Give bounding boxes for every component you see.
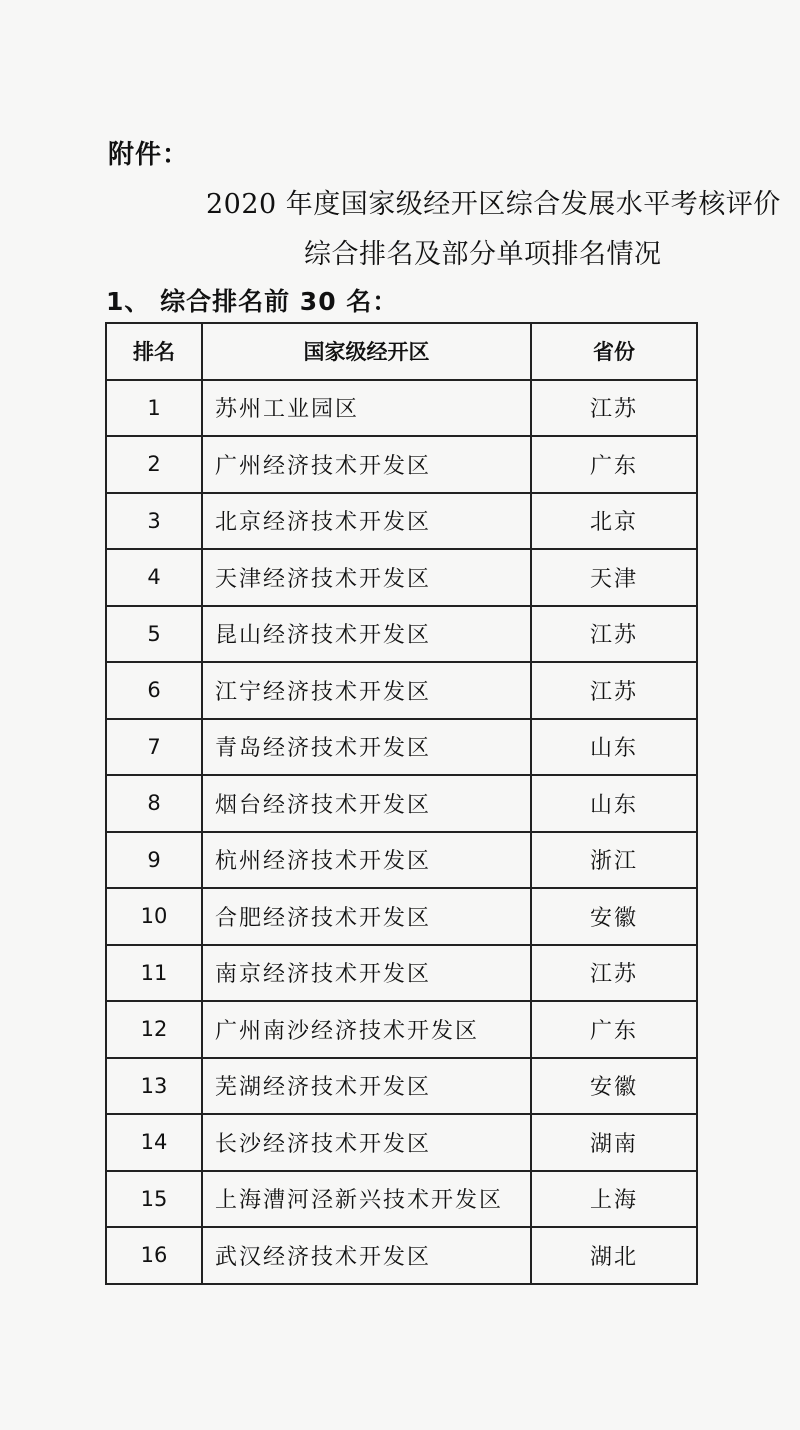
header-zone: 国家级经开区	[202, 323, 531, 380]
zone-cell: 广州南沙经济技术开发区	[202, 1001, 531, 1058]
zone-cell: 南京经济技术开发区	[202, 945, 531, 1002]
table-row	[106, 662, 697, 719]
province-cell: 江苏	[531, 380, 697, 437]
province-cell: 湖南	[531, 1114, 697, 1171]
table-row	[106, 888, 697, 945]
table-row	[106, 606, 697, 663]
rank-cell: 12	[106, 1001, 202, 1058]
section-heading: 1、 综合排名前 30 名：	[106, 287, 399, 316]
zone-cell: 上海漕河泾新兴技术开发区	[202, 1171, 531, 1228]
province-cell: 江苏	[531, 662, 697, 719]
zone-cell: 江宁经济技术开发区	[202, 662, 531, 719]
province-cell: 山东	[531, 719, 697, 776]
attachment-label: 附件：	[108, 140, 190, 170]
zone-cell: 杭州经济技术开发区	[202, 832, 531, 889]
zone-cell: 天津经济技术开发区	[202, 549, 531, 606]
province-cell: 广东	[531, 1001, 697, 1058]
ranking-table	[105, 322, 698, 1285]
table-header-row	[106, 323, 697, 380]
rank-cell: 5	[106, 606, 202, 663]
province-cell: 湖北	[531, 1227, 697, 1284]
province-cell: 江苏	[531, 945, 697, 1002]
table-row	[106, 1058, 697, 1115]
zone-cell: 长沙经济技术开发区	[202, 1114, 531, 1171]
province-cell: 江苏	[531, 606, 697, 663]
rank-cell: 8	[106, 775, 202, 832]
table-row	[106, 436, 697, 493]
zone-cell: 苏州工业园区	[202, 380, 531, 437]
province-cell: 天津	[531, 549, 697, 606]
table-row	[106, 380, 697, 437]
rank-cell: 4	[106, 549, 202, 606]
zone-cell: 合肥经济技术开发区	[202, 888, 531, 945]
rank-cell: 11	[106, 945, 202, 1002]
rank-cell: 10	[106, 888, 202, 945]
province-cell: 广东	[531, 436, 697, 493]
table-row	[106, 493, 697, 550]
zone-cell: 昆山经济技术开发区	[202, 606, 531, 663]
header-province: 省份	[531, 323, 697, 380]
table-row	[106, 1171, 697, 1228]
rank-cell: 7	[106, 719, 202, 776]
rank-cell: 13	[106, 1058, 202, 1115]
table-row	[106, 1001, 697, 1058]
zone-cell: 青岛经济技术开发区	[202, 719, 531, 776]
rank-cell: 14	[106, 1114, 202, 1171]
header-rank: 排名	[106, 323, 202, 380]
table-row	[106, 1227, 697, 1284]
rank-cell: 15	[106, 1171, 202, 1228]
table-row	[106, 719, 697, 776]
table-row	[106, 945, 697, 1002]
rank-cell: 6	[106, 662, 202, 719]
rank-cell: 1	[106, 380, 202, 437]
zone-cell: 烟台经济技术开发区	[202, 775, 531, 832]
document-title-line-2: 综合排名及部分单项排名情况	[304, 239, 662, 270]
province-cell: 上海	[531, 1171, 697, 1228]
rank-cell: 9	[106, 832, 202, 889]
province-cell: 山东	[531, 775, 697, 832]
zone-cell: 广州经济技术开发区	[202, 436, 531, 493]
rank-cell: 3	[106, 493, 202, 550]
province-cell: 北京	[531, 493, 697, 550]
zone-cell: 武汉经济技术开发区	[202, 1227, 531, 1284]
zone-cell: 芜湖经济技术开发区	[202, 1058, 531, 1115]
document-title-line-1: 2020 年度国家级经开区综合发展水平考核评价	[206, 189, 781, 220]
table-row	[106, 775, 697, 832]
province-cell: 安徽	[531, 888, 697, 945]
province-cell: 浙江	[531, 832, 697, 889]
province-cell: 安徽	[531, 1058, 697, 1115]
table-row	[106, 549, 697, 606]
rank-cell: 16	[106, 1227, 202, 1284]
table-row	[106, 832, 697, 889]
zone-cell: 北京经济技术开发区	[202, 493, 531, 550]
rank-cell: 2	[106, 436, 202, 493]
table-row	[106, 1114, 697, 1171]
